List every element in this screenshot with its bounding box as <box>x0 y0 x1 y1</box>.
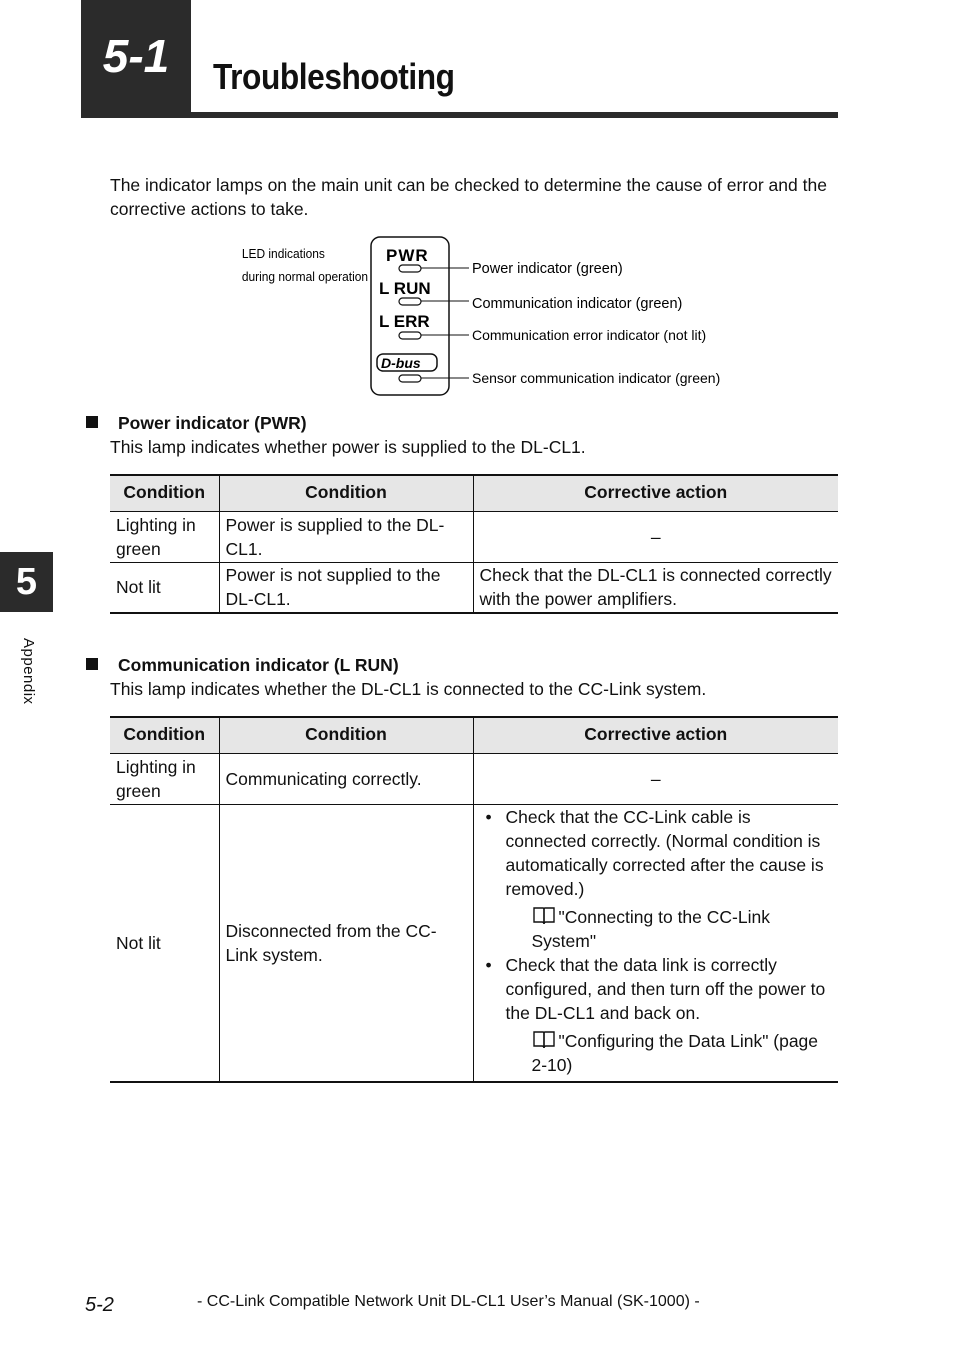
footer-title: - CC-Link Compatible Network Unit DL-CL1 User’s Manual (SK-1000) - <box>197 1293 700 1310</box>
led-label-lrun: L RUN <box>379 279 431 298</box>
callout-dbus: Sensor communication indicator (green) <box>472 370 720 386</box>
list-item <box>480 805 833 953</box>
cell-condition: Communicating correctly. <box>219 753 473 804</box>
square-bullet-icon <box>86 416 98 428</box>
led-diagram <box>240 234 720 400</box>
cell-state: Lighting in green <box>110 511 219 562</box>
intro-text: The indicator lamps on the main unit can be checked to determine the cause of error and the corrective actions to take. <box>110 175 827 219</box>
bullet-dot-icon: • <box>485 806 492 827</box>
diagram-caption-line1: LED indications <box>241 246 325 262</box>
cell-condition: Disconnected from the CC-Link system. <box>219 804 473 1082</box>
diagram-caption-line2: during normal operation <box>241 269 369 285</box>
reference-link[interactable] <box>506 1029 833 1077</box>
header-condition-2: Condition <box>219 475 473 511</box>
lrun-section-heading <box>86 655 399 676</box>
cell-state: Lighting in green <box>110 753 219 804</box>
lrun-section-description: This lamp indicates whether the DL-CL1 is connected to the CC-Link system. <box>110 679 707 699</box>
chapter-tab: 5 <box>0 552 53 612</box>
action-bullet-text: Check that the data link is correctly configured, and then turn off the power to the DL-CL1 and back on. <box>505 954 826 1023</box>
led-lrun-lamp <box>399 298 421 305</box>
chapter-label: Appendix <box>20 638 37 705</box>
led-label-pwr: PWR <box>386 246 429 265</box>
led-label-lerr: L ERR <box>379 312 430 331</box>
book-icon <box>532 1030 556 1050</box>
lrun-table <box>110 716 838 1083</box>
square-bullet-icon <box>86 658 98 670</box>
page-title: Troubleshooting <box>213 56 455 97</box>
cell-action: – <box>473 511 838 562</box>
action-list <box>480 805 833 1077</box>
header-condition-2: Condition <box>219 717 473 753</box>
title-rule <box>191 112 838 118</box>
cell-action: – <box>473 753 838 804</box>
led-label-dbus: D-bus <box>381 355 421 371</box>
callout-lrun: Communication indicator (green) <box>472 296 683 312</box>
header-corrective-action: Corrective action <box>473 717 838 753</box>
page-number: 5-2 <box>85 1294 114 1316</box>
cell-state: Not lit <box>110 804 219 1082</box>
header-condition: Condition <box>110 475 219 511</box>
cell-state: Not lit <box>110 562 219 613</box>
reference-text: "Configuring the Data Link" (page 2-10) <box>531 1030 819 1075</box>
cell-action <box>473 804 838 1082</box>
table-header-row <box>110 475 838 511</box>
bullet-dot-icon: • <box>485 954 492 975</box>
cell-condition: Power is supplied to the DL-CL1. <box>219 511 473 562</box>
cell-action: Check that the DL-CL1 is connected correctly with the power amplifiers. <box>473 562 838 613</box>
lrun-heading-text: Communication indicator (L RUN) <box>118 655 399 675</box>
list-item <box>480 953 833 1077</box>
pwr-section-heading <box>86 413 307 434</box>
pwr-table <box>110 474 838 614</box>
led-dbus-lamp <box>399 375 421 382</box>
table-row <box>110 511 838 562</box>
reference-link[interactable] <box>506 905 833 953</box>
action-bullet-text: Check that the CC-Link cable is connected correctly. (Normal condition is automatically corrected after the cause is removed.) <box>505 806 824 899</box>
led-lerr-lamp <box>399 332 421 339</box>
book-icon <box>532 906 556 926</box>
section-number: 5-1 <box>81 0 191 118</box>
table-row <box>110 753 838 804</box>
cell-condition: Power is not supplied to the DL-CL1. <box>219 562 473 613</box>
pwr-heading-text: Power indicator (PWR) <box>118 413 307 433</box>
callout-lerr: Communication error indicator (not lit) <box>472 327 707 343</box>
header-corrective-action: Corrective action <box>473 475 838 511</box>
header-condition: Condition <box>110 717 219 753</box>
table-row <box>110 804 838 1082</box>
reference-text: "Connecting to the CC-Link System" <box>531 906 770 951</box>
callout-pwr: Power indicator (green) <box>472 261 623 277</box>
table-row <box>110 562 838 613</box>
led-pwr-lamp <box>399 265 421 272</box>
pwr-section-description: This lamp indicates whether power is supplied to the DL-CL1. <box>110 437 586 457</box>
table-header-row <box>110 717 838 753</box>
